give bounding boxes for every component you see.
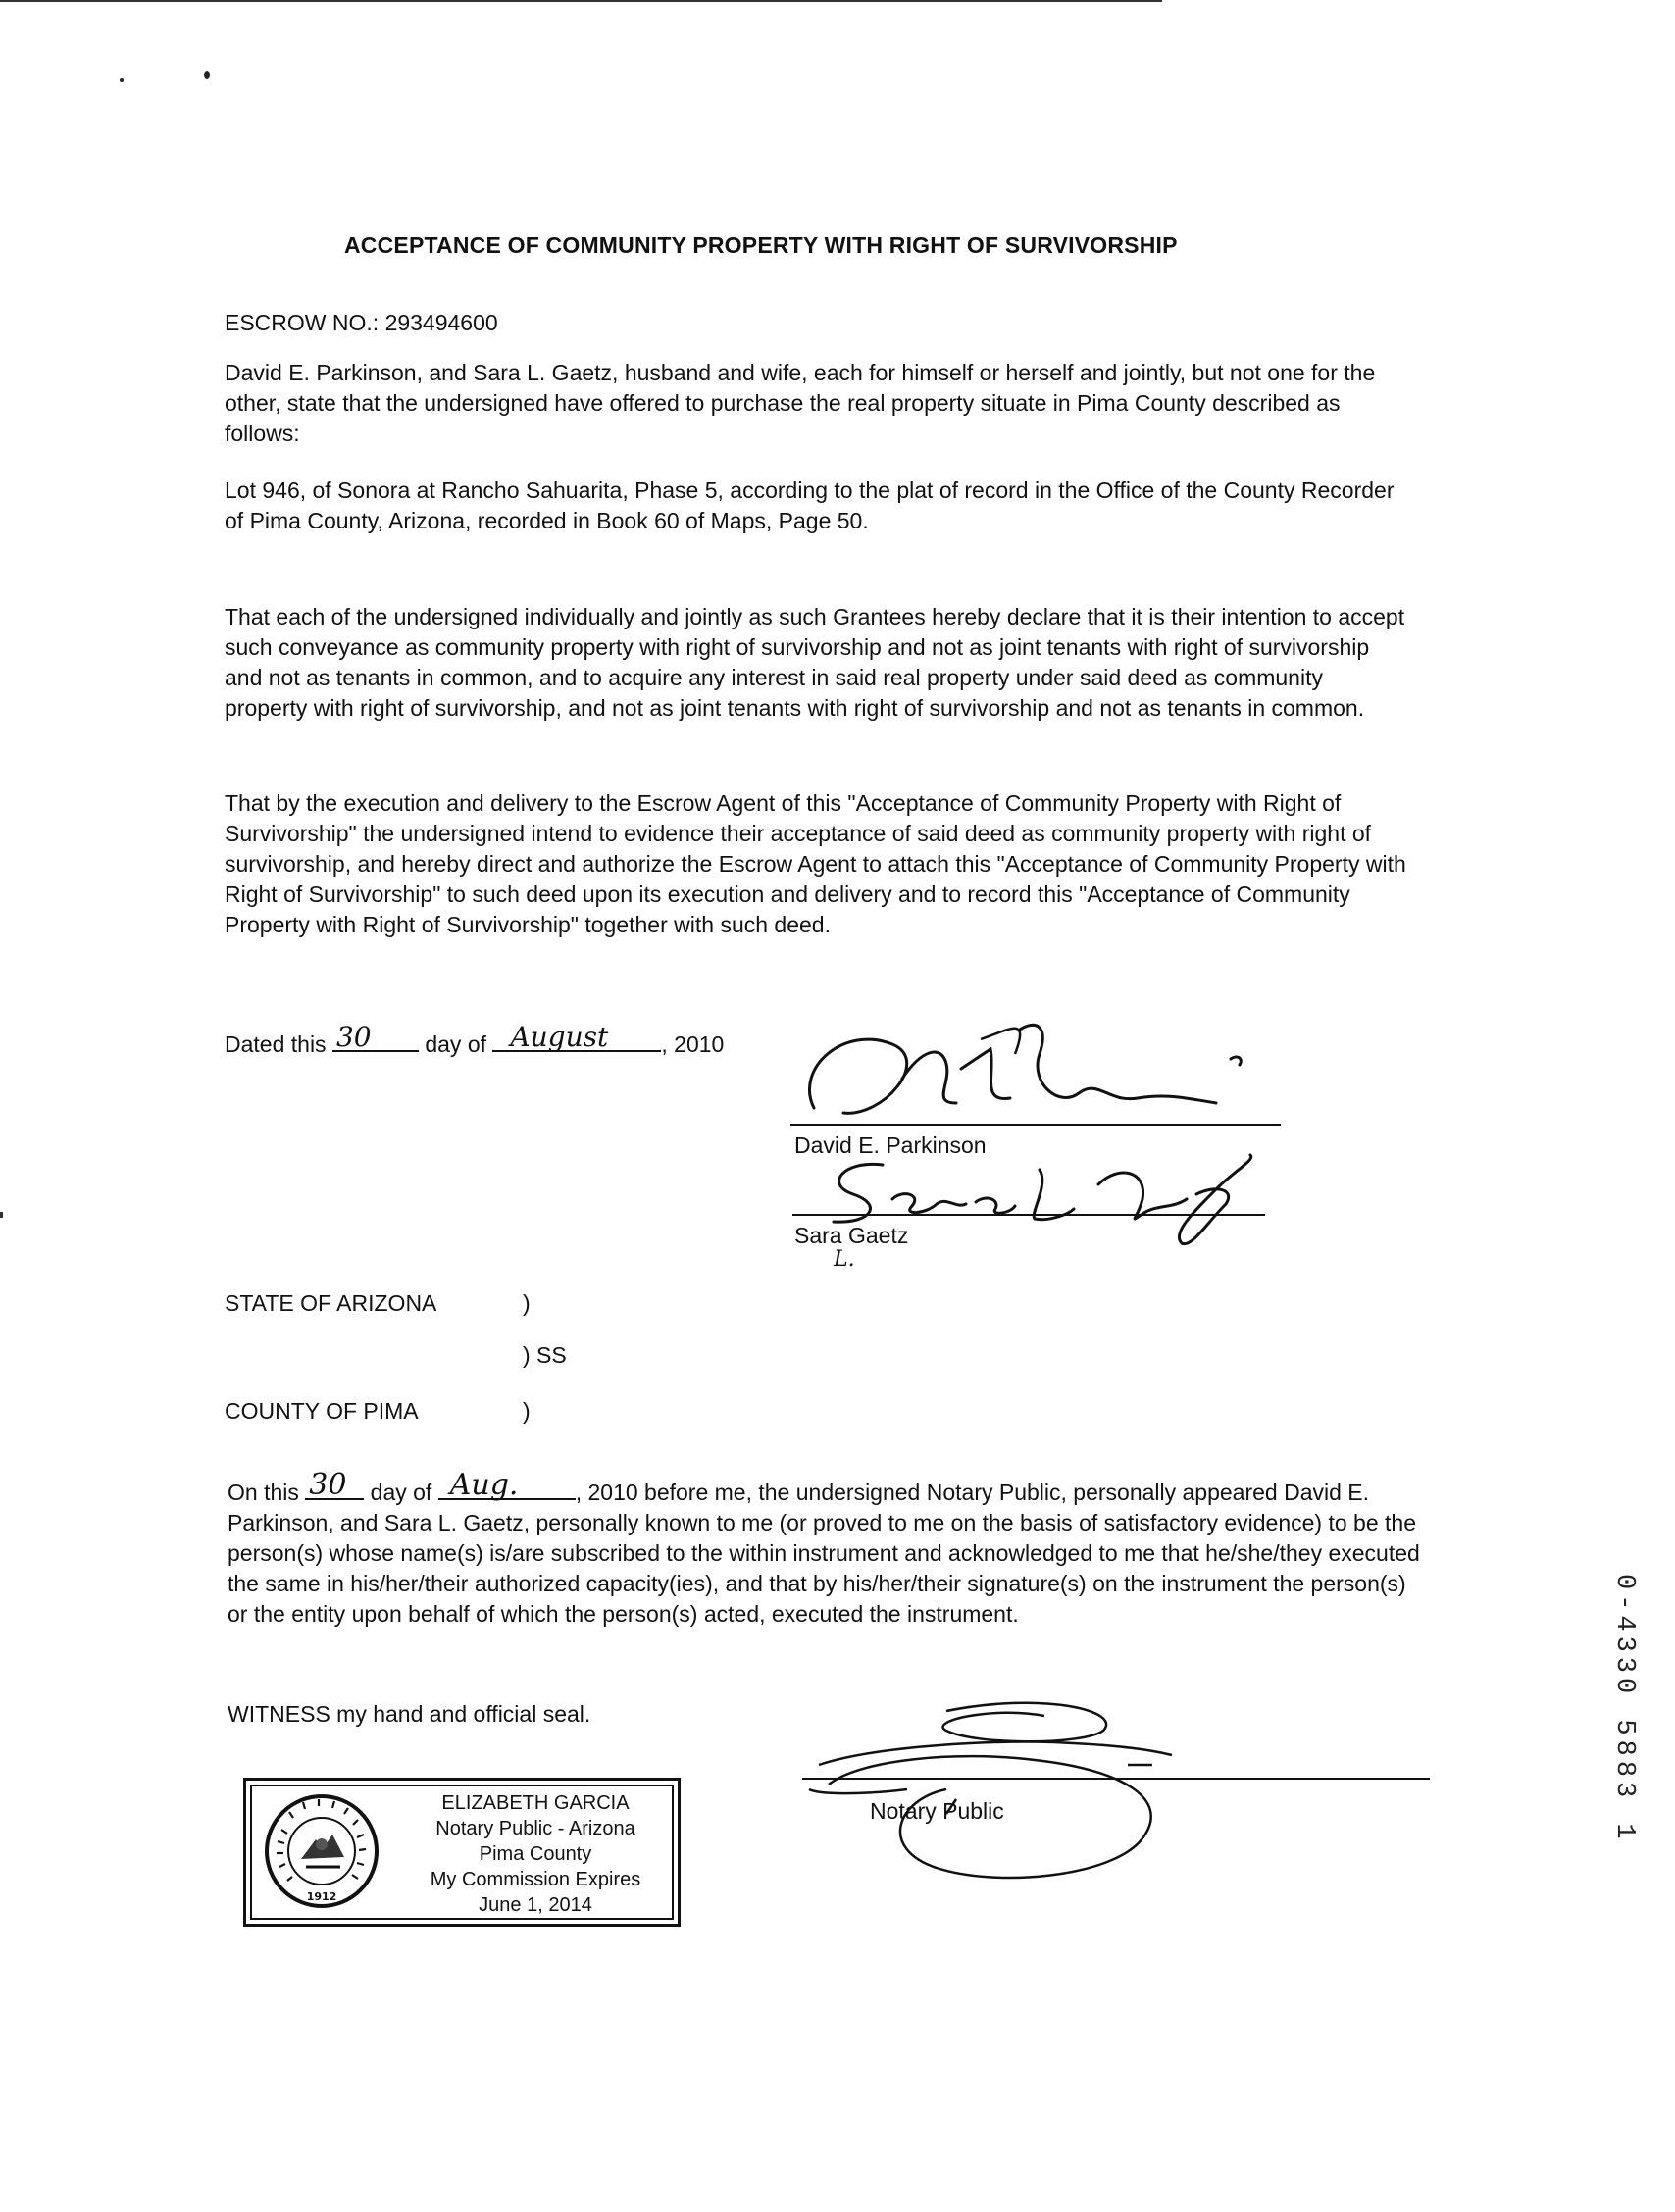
day-blank xyxy=(332,1021,419,1053)
paragraph-purchasers: David E. Parkinson, and Sara L. Gaetz, husband and wife, each for himself or herself and jointly, but not one for the other, state that the undersigned have offered to purchase the real property situate in Pima County described as follows: xyxy=(225,360,1376,446)
handwritten-day: 30 xyxy=(335,1021,372,1053)
signature-line-2 xyxy=(792,1214,1265,1216)
stamp-notary-title: Notary Public - Arizona xyxy=(435,1818,635,1839)
recording-number: 0-4330 5883 1 xyxy=(1609,1574,1639,1844)
ack-month-blank xyxy=(438,1468,576,1502)
stamp-commission-label: My Commission Expires xyxy=(430,1869,641,1890)
scan-speck xyxy=(120,78,124,82)
venue-paren-3: ) xyxy=(523,1398,531,1424)
ack-prefix: On this xyxy=(228,1480,299,1505)
signature-david-parkinson xyxy=(785,1010,1294,1132)
arizona-seal-icon xyxy=(262,1790,381,1912)
document-title: ACCEPTANCE OF COMMUNITY PROPERTY WITH RIGHT OF SURVIVORSHIP xyxy=(344,232,1178,258)
dated-suffix: , 2010 xyxy=(661,1031,725,1057)
handwritten-ack-month: Aug. xyxy=(449,1468,519,1502)
escrow-number: 293494600 xyxy=(384,310,498,335)
month-blank xyxy=(492,1021,661,1053)
notary-public-label: Notary Public xyxy=(870,1798,1004,1824)
scan-speck xyxy=(204,71,210,79)
stamp-expiration-date: June 1, 2014 xyxy=(479,1894,592,1916)
venue-paren-1: ) xyxy=(523,1290,531,1316)
notary-signature-line xyxy=(802,1778,1430,1780)
escrow-number-line xyxy=(225,308,498,338)
notary-stamp xyxy=(243,1778,681,1927)
handwritten-month: August xyxy=(510,1021,609,1053)
paragraph-authorization: That by the execution and delivery to the Escrow Agent of this "Acceptance of Community Property with Right of Survivorship" the undersigned intend to evidence their acceptance of said deed as community property with right of survivorship, and hereby direct and authorize the Escrow Agent to attach this "Acceptance of Community Property with Right of Survivorship" to such deed upon its execution and delivery and to record this "Acceptance of Community Property with Right of Survivorship" together with such deed. xyxy=(225,790,1406,937)
paragraph-legal-description: Lot 946, of Sonora at Rancho Sahuarita, Phase 5, according to the plat of record in the Office of the County Recorder of Pima County, Arizona, recorded in Book 60 of Maps, Page 50. xyxy=(225,478,1395,533)
paragraph-declaration: That each of the undersigned individually and jointly as such Grantees hereby declare that it is their intention to accept such conveyance as community property with right of survivorship and not as joint tenants with right of survivorship and not as tenants in common, and to acquire any interest in said real property under said deed as community property with right of survivorship, and not as joint tenants with right of survivorship and not as tenants in common. xyxy=(225,604,1405,721)
escrow-label: ESCROW NO.: xyxy=(225,310,380,335)
ack-day-blank xyxy=(305,1468,364,1502)
dated-prefix: Dated this xyxy=(225,1031,327,1057)
handwritten-ack-day: 30 xyxy=(309,1468,347,1502)
venue-state: STATE OF ARIZONA xyxy=(225,1290,437,1316)
signer-1-name: David E. Parkinson xyxy=(794,1132,987,1158)
notary-signature xyxy=(799,1691,1260,1902)
top-border-line xyxy=(0,0,1162,2)
ack-mid: day of xyxy=(370,1480,432,1505)
scan-edge-mark xyxy=(0,1212,3,1218)
dated-mid: day of xyxy=(425,1031,486,1057)
stamp-notary-name: ELIZABETH GARCIA xyxy=(441,1792,630,1814)
stamp-county: Pima County xyxy=(479,1843,592,1865)
svg-text:1912: 1912 xyxy=(306,1890,337,1903)
signature-line-1 xyxy=(790,1124,1281,1126)
dated-line xyxy=(225,1021,725,1060)
signer-2-name: Sara Gaetz xyxy=(794,1223,909,1248)
venue-county: COUNTY OF PIMA xyxy=(225,1398,419,1424)
ack-body: , 2010 before me, the undersigned Notary Public, personally appeared David E. Parkinson, and Sara L. Gaetz, personally known to me (or proved to me on the basis of satisfactory evidence) to be the person(s) whose name(s) is/are subscribed to the within instrument and acknowledged to me that he/she/they executed the same in his/her/their authorized capacity(ies), and that by his/her/their signature(s) on the instrument the person(s) or the entity upon behalf of which the person(s) acted, executed the instrument. xyxy=(228,1480,1420,1627)
handwritten-initial: L. xyxy=(834,1247,855,1272)
stamp-text-block xyxy=(393,1790,678,1918)
venue-ss: ) SS xyxy=(523,1342,567,1368)
witness-line: WITNESS my hand and official seal. xyxy=(228,1701,591,1727)
notary-acknowledgment xyxy=(228,1468,1424,1630)
